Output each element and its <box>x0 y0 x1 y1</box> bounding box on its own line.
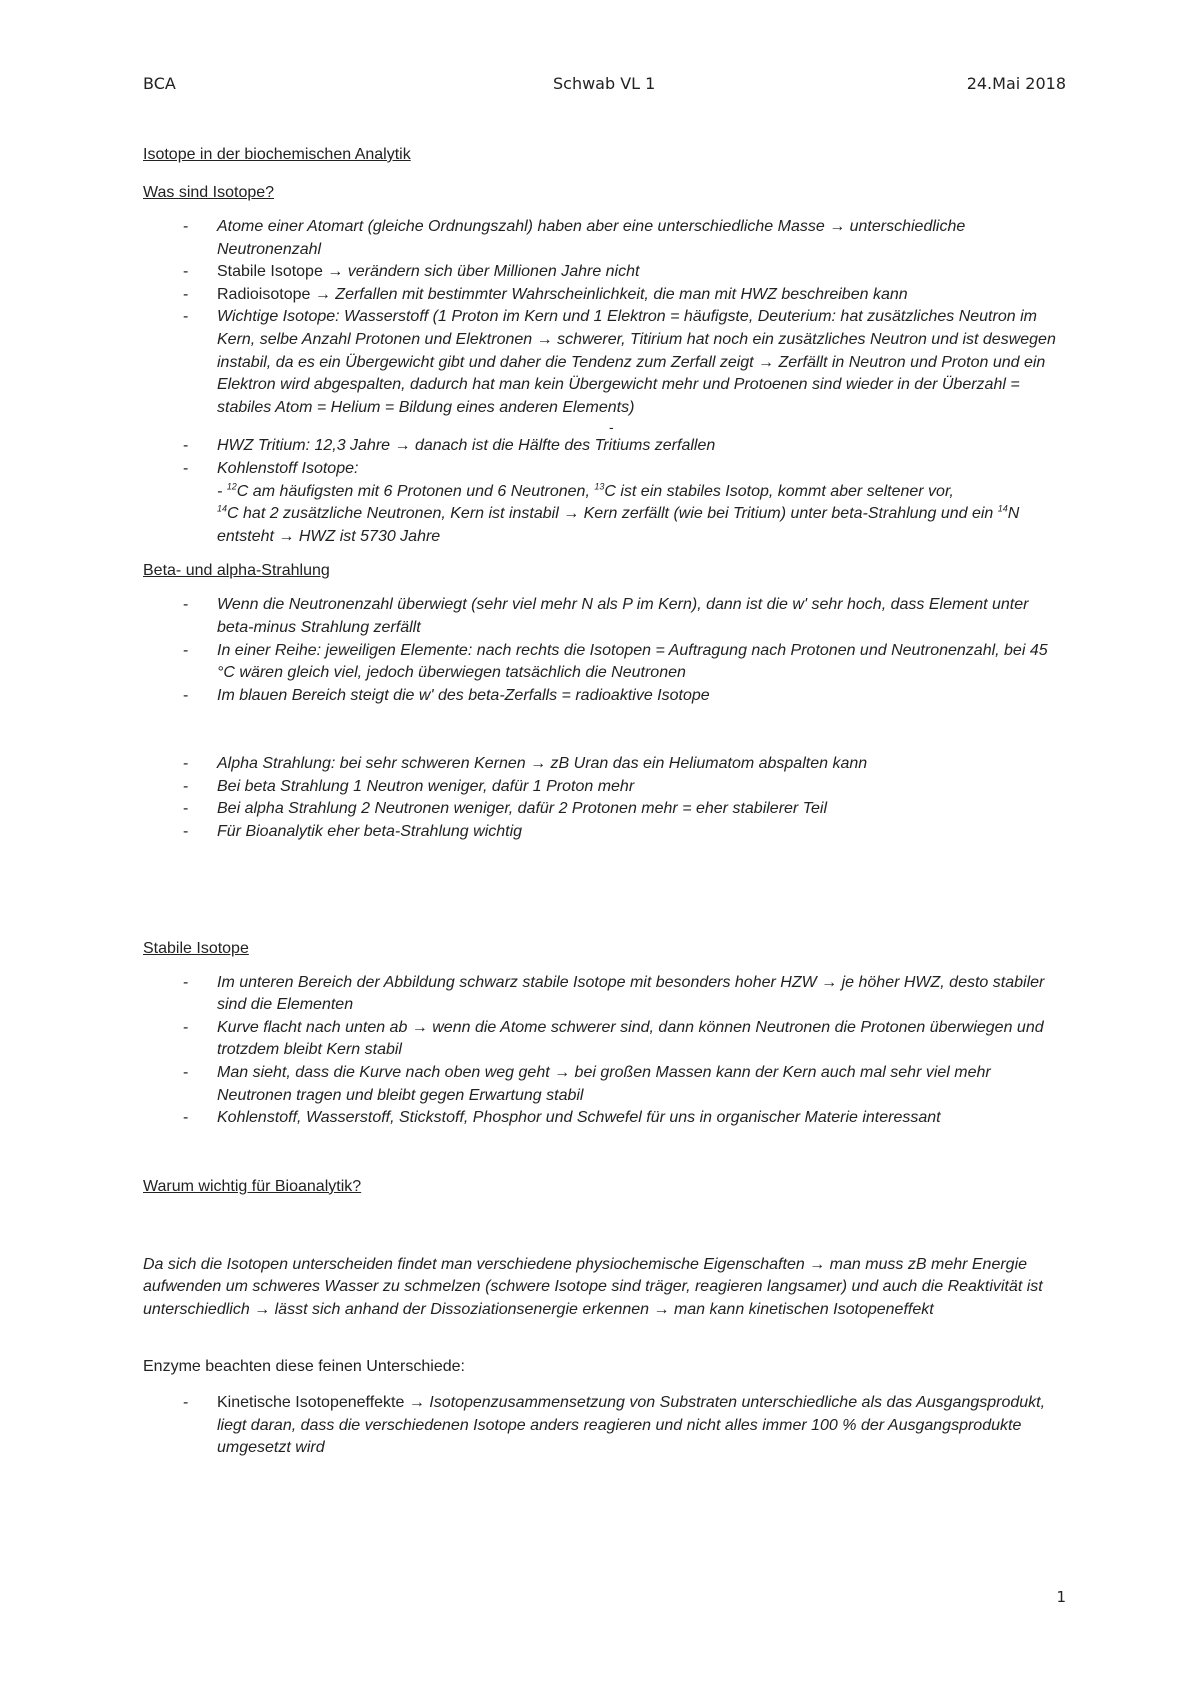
header-date: 24.Mai 2018 <box>966 74 1066 93</box>
section-heading-warum-wichtig: Warum wichtig für Bioanalytik? <box>143 1177 362 1195</box>
list-item-prefix: Stabile Isotope <box>217 263 328 281</box>
list-item: - Wichtige Isotope: Wasserstoff (1 Proton im Kern und 1 Elektron = häufigste, Deuterium: hat zusätzliches Neutron im Kern, selbe Anzahl Protonen und Elektronen → schwerer, Titirium hat noch ein zusätzliches Neutron und ist deswegen instabil, da es ein Übergewicht gibt und daher die Tendenz zum Zerfall zeigt → Zerfällt in Neutron und Proton und ein Elektron wird abgespalten, dadurch hat man kein Übergewicht mehr und Protoenen sind wieder in der Überzahl = stabiles Atom = Helium = Bildung eines anderen Elements) <box>143 306 1063 419</box>
section-heading-was-sind-isotope: Was sind Isotope? <box>143 184 275 201</box>
page-header <box>143 74 1066 98</box>
list-item-prefix: Kinetische Isotopeneffekte → <box>217 1394 430 1412</box>
stray-dash: - <box>609 419 614 436</box>
list-item: - In einer Reihe: jeweiligen Elemente: nach rechts die Isotopen = Auftragung nach Protonen und Neutronenzahl, bei 45 °C wären gleich viel, jedoch überwiegen tatsächlich die Neutronen <box>143 640 1063 685</box>
list-item: - Für Bioanalytik eher beta-Strahlung wichtig <box>143 821 1063 844</box>
list-item <box>143 261 1063 284</box>
list-item <box>143 284 1063 307</box>
page-number: 1 <box>1056 1588 1066 1606</box>
list-item: - Kurve flacht nach unten ab → wenn die Atome schwerer sind, dann können Neutronen die Protonen überwiegen und trotzdem bleibt Kern stabil <box>143 1017 1063 1062</box>
list-item-text: → Zerfallen mit bestimmter Wahrscheinlichkeit, die man mit HWZ beschreiben kann <box>314 285 908 303</box>
header-lecture: Schwab VL 1 <box>553 74 656 93</box>
list-item: - Bei alpha Strahlung 2 Neutronen weniger, dafür 2 Protonen mehr = eher stabilerer Teil <box>143 798 1063 821</box>
list-item: - Im unteren Bereich der Abbildung schwarz stabile Isotope mit besonders hoher HZW → je höher HWZ, desto stabiler sind die Elementen <box>143 972 1063 1017</box>
section-heading-beta-alpha: Beta- und alpha-Strahlung <box>143 562 330 580</box>
alpha-beta-list <box>143 753 1063 843</box>
enzymes-intro: Enzyme beachten diese feinen Unterschiede: <box>143 1357 465 1375</box>
radiation-list <box>143 594 1063 707</box>
stable-isotope-list <box>143 972 1063 1130</box>
carbon-isotope-detail: - $^{12}$C am häufigsten mit 6 Protonen und 6 Neutronen, $^{13}$C ist ein stabiles Isotop, kommt aber seltener vor, $^{14}$C hat 2 zusätzliche Neutronen, Kern ist instabil → Kern zerfällt (wie bei Tritium) unter beta-Strahlung und ein $^{14}$N entsteht → HWZ ist 5730 Jahre <box>217 481 1020 545</box>
list-item: - Kohlenstoff Isotope: <box>143 458 1063 481</box>
list-item <box>143 1392 1063 1460</box>
list-item: - Man sieht, dass die Kurve nach oben weg geht → bei großen Massen kann der Kern auch mal sehr viel mehr Neutronen tragen und bleibt gegen Erwartung stabil <box>143 1062 1063 1107</box>
header-course: BCA <box>143 74 176 93</box>
list-item: - Im blauen Bereich steigt die w' des beta-Zerfalls = radioaktive Isotope <box>143 685 1063 708</box>
isotope-list <box>143 216 1063 419</box>
list-item: - Wenn die Neutronenzahl überwiegt (sehr viel mehr N als P im Kern), dann ist die w' sehr hoch, dass Element unter beta-minus Strahlung zerfällt <box>143 594 1063 639</box>
enzyme-effects-list <box>143 1392 1063 1460</box>
list-item: - Bei beta Strahlung 1 Neutron weniger, dafür 1 Proton mehr <box>143 776 1063 799</box>
list-item-text: → verändern sich über Millionen Jahre nicht <box>327 263 640 281</box>
section-heading-stabile-isotope: Stabile Isotope <box>143 939 249 957</box>
isotope-list-continued <box>143 435 1063 480</box>
list-item: - HWZ Tritium: 12,3 Jahre → danach ist die Hälfte des Tritiums zerfallen <box>143 435 1063 458</box>
list-item-text: Isotopenzusammensetzung von Substraten unterschiedliche als das Ausgangsprodukt, liegt daran, dass die verschiedenen Isotope anders reagieren und nicht alles immer 100 % der Ausgangsprodukte umgesetzt wird <box>217 1394 1046 1457</box>
document-body <box>143 144 1063 1460</box>
list-item: - Kohlenstoff, Wasserstoff, Stickstoff, Phosphor und Schwefel für uns in organischer Materie interessant <box>143 1107 1063 1130</box>
list-item-prefix: Radioisotope <box>217 285 315 303</box>
list-item: - Alpha Strahlung: bei sehr schweren Kernen → zB Uran das ein Heliumatom abspalten kann <box>143 753 1063 776</box>
document-title: Isotope in der biochemischen Analytik <box>143 146 411 163</box>
bioanalytics-paragraph: Da sich die Isotopen unterscheiden findet man verschiedene physiochemische Eigenschaften → man muss zB mehr Energie aufwenden um schweres Wasser zu schmelzen (schwere Isotope sind träger, reagieren langsamer) und auch die Reaktivität ist unterschiedlich → lässt sich anhand der Dissoziationsenergie erkennen → man kann kinetischen Isotopeneffekt <box>143 1255 1043 1318</box>
list-item: - Atome einer Atomart (gleiche Ordnungszahl) haben aber eine unterschiedliche Masse → unterschiedliche Neutronenzahl <box>143 216 1063 261</box>
